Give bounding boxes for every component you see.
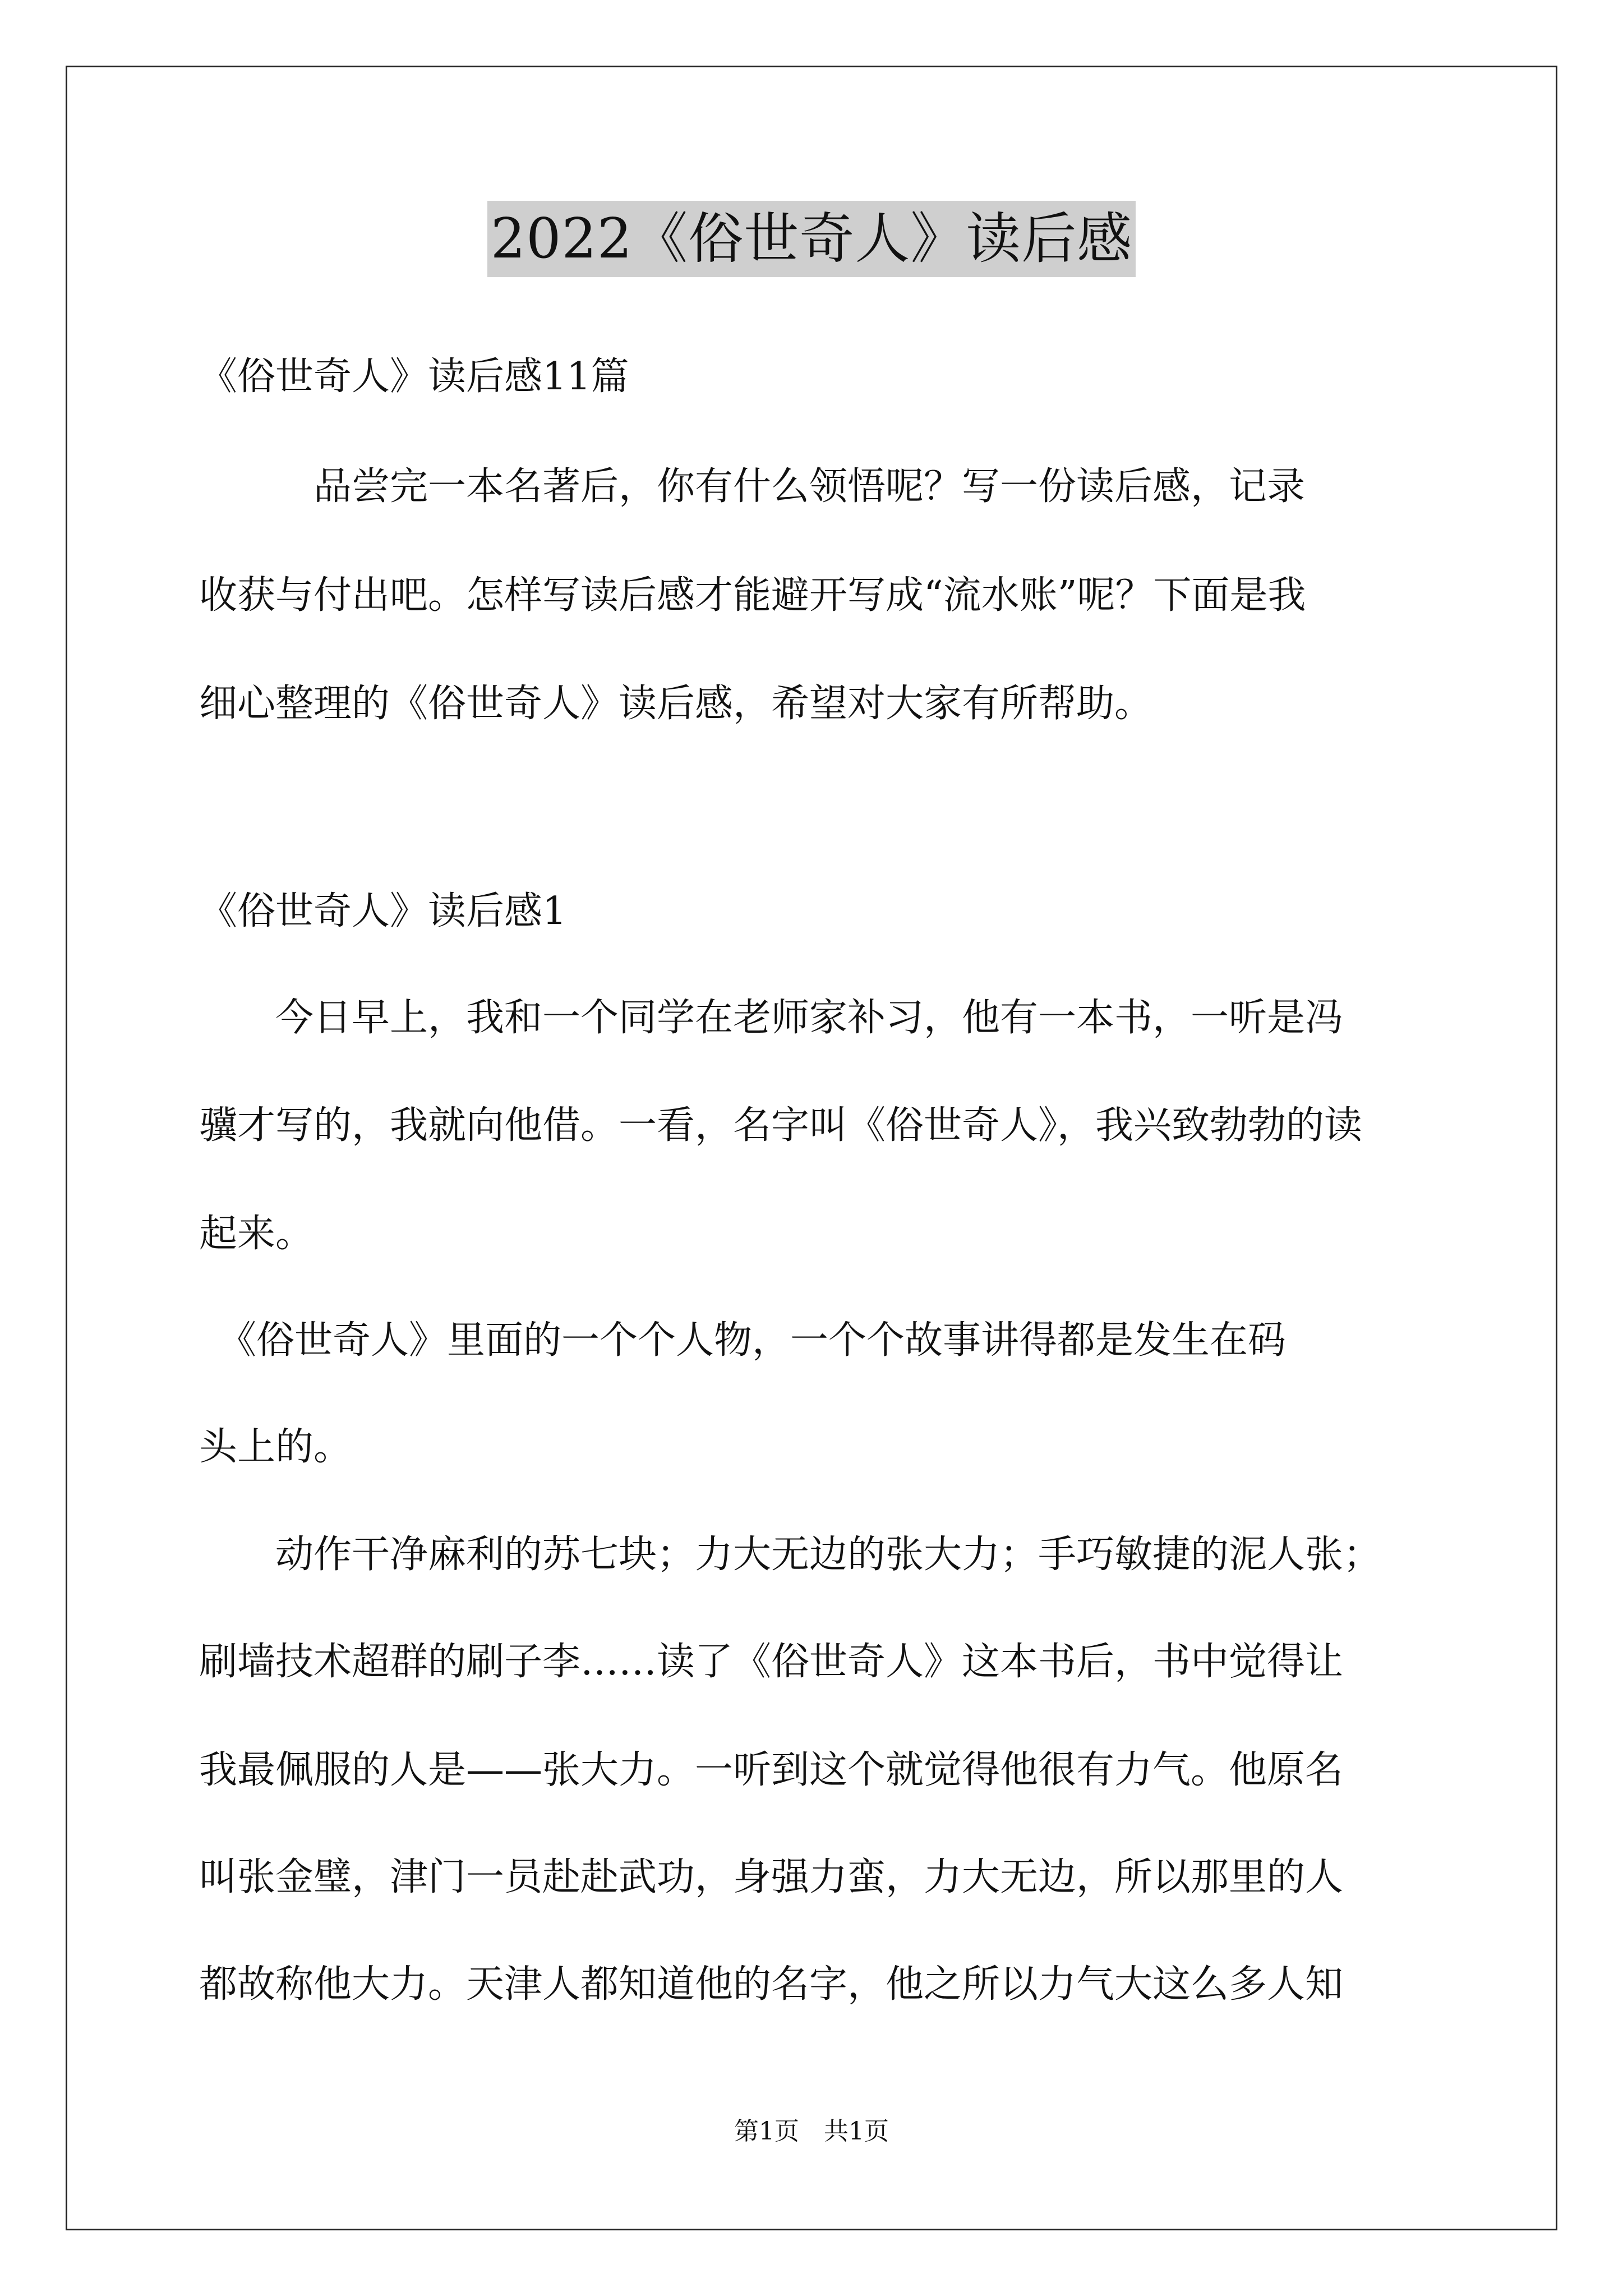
paragraph-line: 骥才写的，我就向他借。一看，名字叫《俗世奇人》，我兴致勃勃的读 <box>199 1103 1363 1148</box>
paragraph-line: 刷墙技术超群的刷子李……读了《俗世奇人》这本书后，书中觉得让 <box>199 1640 1344 1684</box>
paragraph-line: 品尝完一本名著后，你有什么领悟呢？写一份读后感，记录 <box>199 464 1306 509</box>
paragraph-line: 头上的。 <box>199 1425 352 1469</box>
paragraph-line: 收获与付出吧。怎样写读后感才能避开写成“流水账”呢？下面是我 <box>199 573 1306 618</box>
page-footer: 第1页 共1页 <box>734 2117 889 2146</box>
paragraph-line: 动作干净麻利的苏七块；力大无边的张大力；手巧敏捷的泥人张； <box>199 1533 1382 1577</box>
paragraph-line: 叫张金璧，津门一员赴赴武功，身强力蛮，力大无边，所以那里的人 <box>199 1855 1344 1899</box>
section-heading: 《俗世奇人》读后感1 <box>199 889 567 933</box>
paragraph-line: 我最佩服的人是——张大力。一听到这个就觉得他很有力气。他原名 <box>199 1748 1344 1792</box>
subtitle-line: 《俗世奇人》读后感11篇 <box>199 355 629 399</box>
paragraph-line: 都故称他大力。天津人都知道他的名字，他之所以力气大这么多人知 <box>199 1962 1344 2007</box>
document-title: 2022《俗世奇人》读后感 <box>487 201 1136 277</box>
paragraph-line: 起来。 <box>199 1212 314 1256</box>
paragraph-line: 《俗世奇人》里面的一个个人物，一个个故事讲得都是发生在码 <box>199 1318 1287 1363</box>
paragraph-line: 细心整理的《俗世奇人》读后感，希望对大家有所帮助。 <box>199 682 1153 726</box>
title-container <box>0 201 1623 277</box>
paragraph-line: 今日早上，我和一个同学在老师家补习，他有一本书，一听是冯 <box>199 996 1344 1040</box>
